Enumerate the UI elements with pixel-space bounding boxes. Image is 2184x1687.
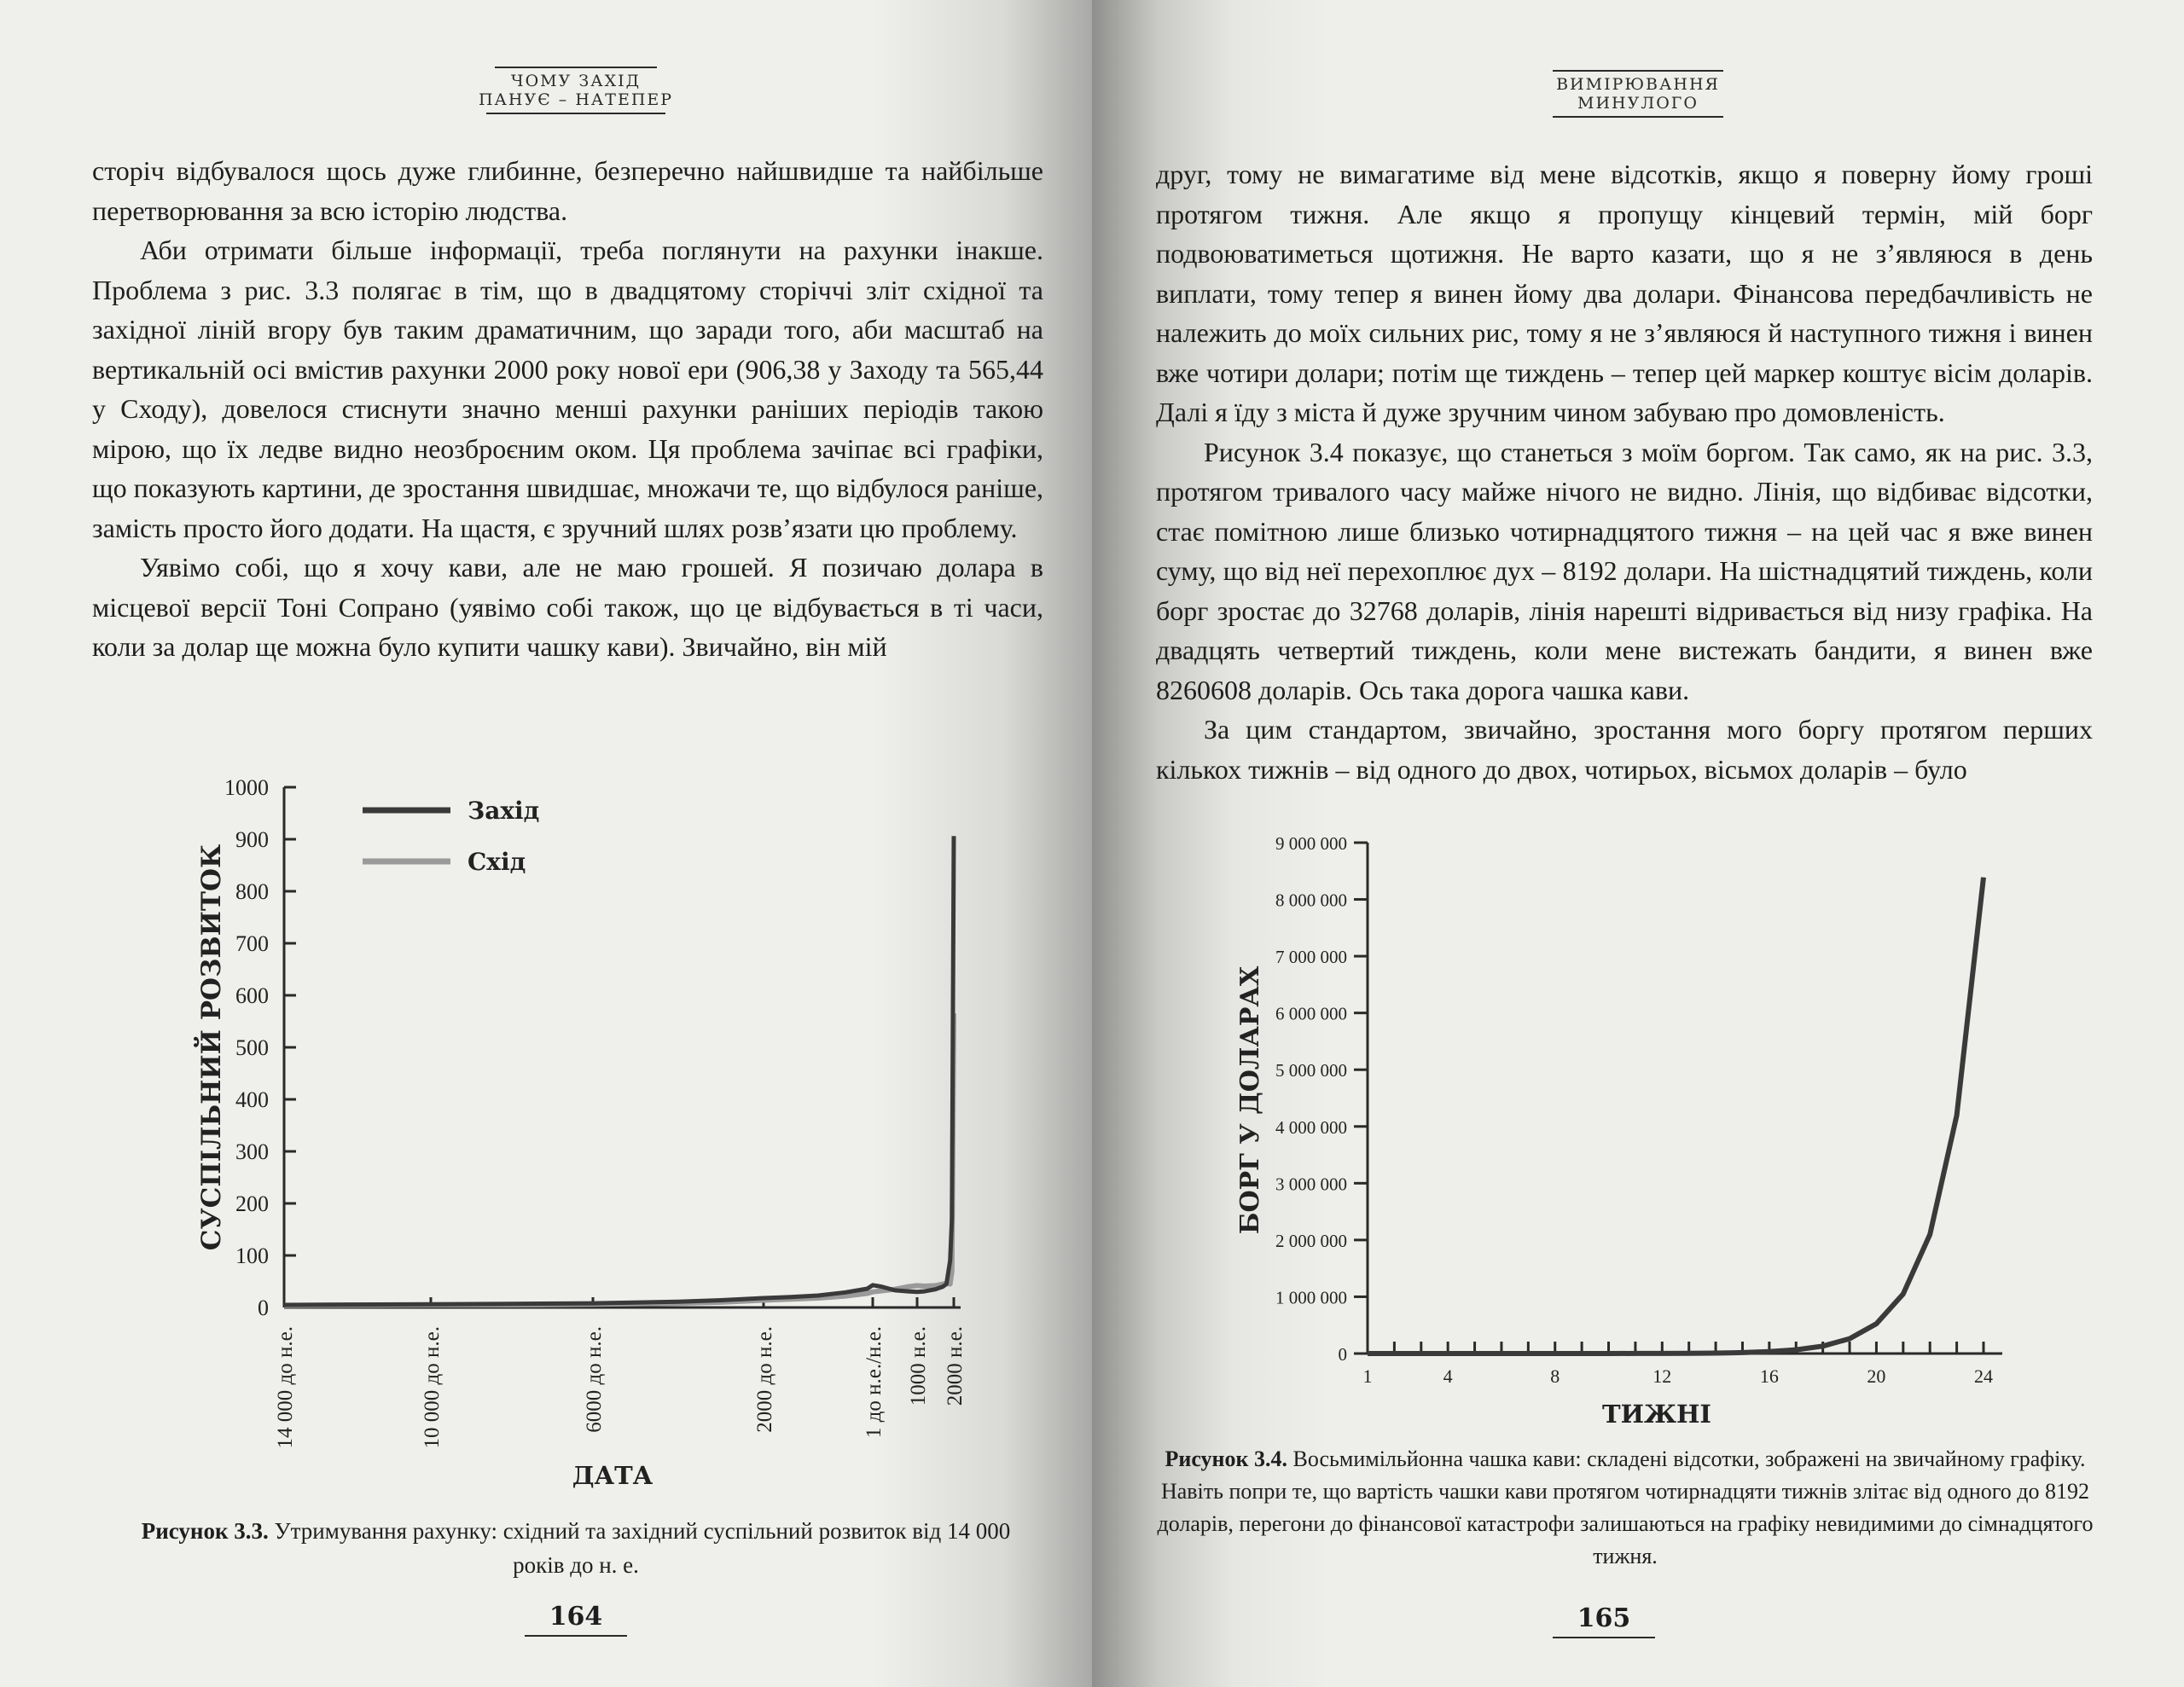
y-tick-label: 900 xyxy=(235,827,269,852)
x-tick-label: 12 xyxy=(1653,1365,1672,1387)
running-head-line1: ЧОМУ ЗАХІД xyxy=(510,72,642,90)
y-tick-label: 4 000 000 xyxy=(1275,1116,1347,1138)
caption-label: Рисунок 3.3. xyxy=(141,1518,269,1544)
paragraph: За цим стандартом, звичайно, зростання мого боргу протягом перших кількох тижнів – від одного до двох, чотирьох, вісьмох доларів – було xyxy=(1156,714,2093,785)
x-tick-label: 1000 н.е. xyxy=(907,1326,930,1406)
y-tick-label: 6 000 000 xyxy=(1275,1003,1347,1024)
legend-entry: Схід xyxy=(468,848,526,876)
page-number-text: 164 xyxy=(549,1602,603,1632)
running-head-line1: ВИМІРЮВАННЯ xyxy=(1556,75,1720,94)
y-tick-label: 500 xyxy=(235,1035,269,1060)
x-tick-label: 10 000 до н.е. xyxy=(421,1326,444,1449)
paragraph: Аби отримати більше інформації, треба поглянути на рахунки інакше. Проблема з рис. 3.3 полягає в тім, що в двадцятому сторіччі зліт східної та західної ліній вгору був таким драматичним, що заради того, аби масштаб на вертикальній осі вмістив рахунки 2000 року нової ери (906,38 у Заходу та 565,44 у Сходу), довелося стиснути значно менші рахунки раніших періодів такою мірою, що їх ледве видно неозброєним оком. Ця проблема зачіпає всі графіки, що показують картини, де зростання швидшає, множачи те, що відбулося раніше, замість просто його додати. На щастя, є зручний шлях розв’язати цю проблему. xyxy=(92,235,1044,543)
x-axis-title: ТИЖНІ xyxy=(1602,1400,1711,1429)
x-tick-label: 8 xyxy=(1550,1365,1560,1387)
y-tick-label: 400 xyxy=(235,1087,269,1112)
y-axis-title: БОРГ У ДОЛАРАХ xyxy=(1235,965,1265,1235)
x-tick-label: 24 xyxy=(1974,1365,1993,1387)
chart-figure-3-4 xyxy=(1092,0,2184,1687)
paragraph: Рисунок 3.4 показує, що станеться з моїм боргом. Так само, як на рис. 3.3, протягом тривалого часу майже нічого не видно. Лінія, що відбиває відсотки, стає помітною лише близько чотирнадцятого тижня – на цей час я вже винен суму, що від неї перехоплює дух – 8192 долари. На шістнадцятий тиждень, коли борг зростає до 32768 доларів, лінія нарешті відривається від низу графіка. На двадцять четвертий тиждень, коли мене вистежать бандити, я винен вже 8260608 доларів. Ось така дорога чашка кави. xyxy=(1156,436,2093,705)
x-tick-label: 16 xyxy=(1759,1365,1779,1387)
running-head-line2: ПАНУЄ – НАТЕПЕР xyxy=(478,90,674,109)
y-tick-label: 700 xyxy=(235,931,269,956)
y-tick-label: 800 xyxy=(235,879,269,904)
paragraph: Уявімо собі, що я хочу кави, але не маю грошей. Я позичаю долара в місцевої версії Тоні Сопрано (уявімо собі також, що це відбувається в ті часи, коли за долар ще можна було купити чашку кави). Звичайно, він мій xyxy=(92,552,1043,662)
right-page xyxy=(1092,0,2184,1687)
page-number-text: 165 xyxy=(1577,1603,1631,1633)
y-tick-label: 5 000 000 xyxy=(1275,1060,1347,1081)
figure-caption-3-3 xyxy=(128,1514,1024,1582)
x-tick-label: 2000 до н.е. xyxy=(753,1326,776,1433)
series-line-east xyxy=(284,1013,954,1305)
x-tick-label: 6000 до н.е. xyxy=(583,1326,606,1433)
y-tick-label: 100 xyxy=(235,1244,269,1268)
x-tick-label: 4 xyxy=(1443,1365,1453,1387)
y-axis-title: СУСПІЛЬНИЙ РОЗВИТОК xyxy=(196,844,227,1251)
y-tick-label: 7 000 000 xyxy=(1275,947,1347,968)
y-tick-label: 2 000 000 xyxy=(1275,1230,1347,1251)
y-tick-label: 300 xyxy=(235,1139,269,1164)
legend-entry: Захід xyxy=(468,797,540,825)
caption-text: Утримування рахунку: східний та західний суспільний розвиток від 14 000 років до н. е. xyxy=(268,1518,1011,1578)
running-head-line2: МИНУЛОГО xyxy=(1577,94,1699,113)
y-tick-label: 0 xyxy=(258,1296,269,1320)
caption-text: Восьмимільйонна чашка кави: складені відсотки, зображені на звичайному графіку. Навіть попри те, що вартість чашки кави протягом чотирнадцяти тижнів злітає від одного до 8192 доларів, перегони до фінансової катастрофи залишаються на графіку невидимими до сімнадцятого тижня. xyxy=(1157,1446,2094,1568)
x-tick-label: 1 xyxy=(1362,1365,1373,1387)
y-tick-label: 9 000 000 xyxy=(1275,833,1347,854)
paragraph: сторіч відбувалося щось дуже глибинне, безперечно найшвидше та найбільше перетворювання за всю історію людства. xyxy=(92,155,1043,226)
figure-caption-3-4 xyxy=(1152,1443,2099,1573)
x-axis-title: ДАТА xyxy=(572,1461,653,1490)
y-tick-label: 3 000 000 xyxy=(1275,1174,1347,1195)
y-tick-label: 1 000 000 xyxy=(1275,1287,1347,1308)
page-number-left xyxy=(525,1602,627,1637)
y-tick-label: 1000 xyxy=(224,775,269,800)
caption-label: Рисунок 3.4. xyxy=(1165,1446,1287,1471)
y-tick-label: 200 xyxy=(235,1191,269,1216)
series-line-debt xyxy=(1368,878,1984,1354)
x-tick-label: 1 до н.е./н.е. xyxy=(863,1326,886,1439)
y-tick-label: 8 000 000 xyxy=(1275,890,1347,911)
paragraph: друг, тому не вимагатиме від мене відсотків, якщо я поверну йому гроші протягом тижня. Але якщо я пропущу кінцевий термін, мій борг подвоюватиметься щотижня. Не варто казати, що я не з’являюся в день виплати, тому тепер я винен йому два долари. Фінансова передбачливість не належить до моїх сильних рис, тому я не з’являюся й наступного тижня і винен вже чотири долари; потім ще тиждень – тепер цей маркер коштує вісім доларів. Далі я їду з міста й дуже зручним чином забуваю про домовленість. xyxy=(1156,159,2093,427)
x-tick-label: 14 000 до н.е. xyxy=(274,1326,297,1449)
series-line-west xyxy=(284,836,954,1305)
y-tick-label: 600 xyxy=(235,983,269,1008)
y-tick-label: 0 xyxy=(1338,1344,1347,1365)
page-number-right xyxy=(1553,1603,1655,1638)
x-tick-label: 20 xyxy=(1867,1365,1886,1387)
x-tick-label: 2000 н.е. xyxy=(944,1326,967,1406)
